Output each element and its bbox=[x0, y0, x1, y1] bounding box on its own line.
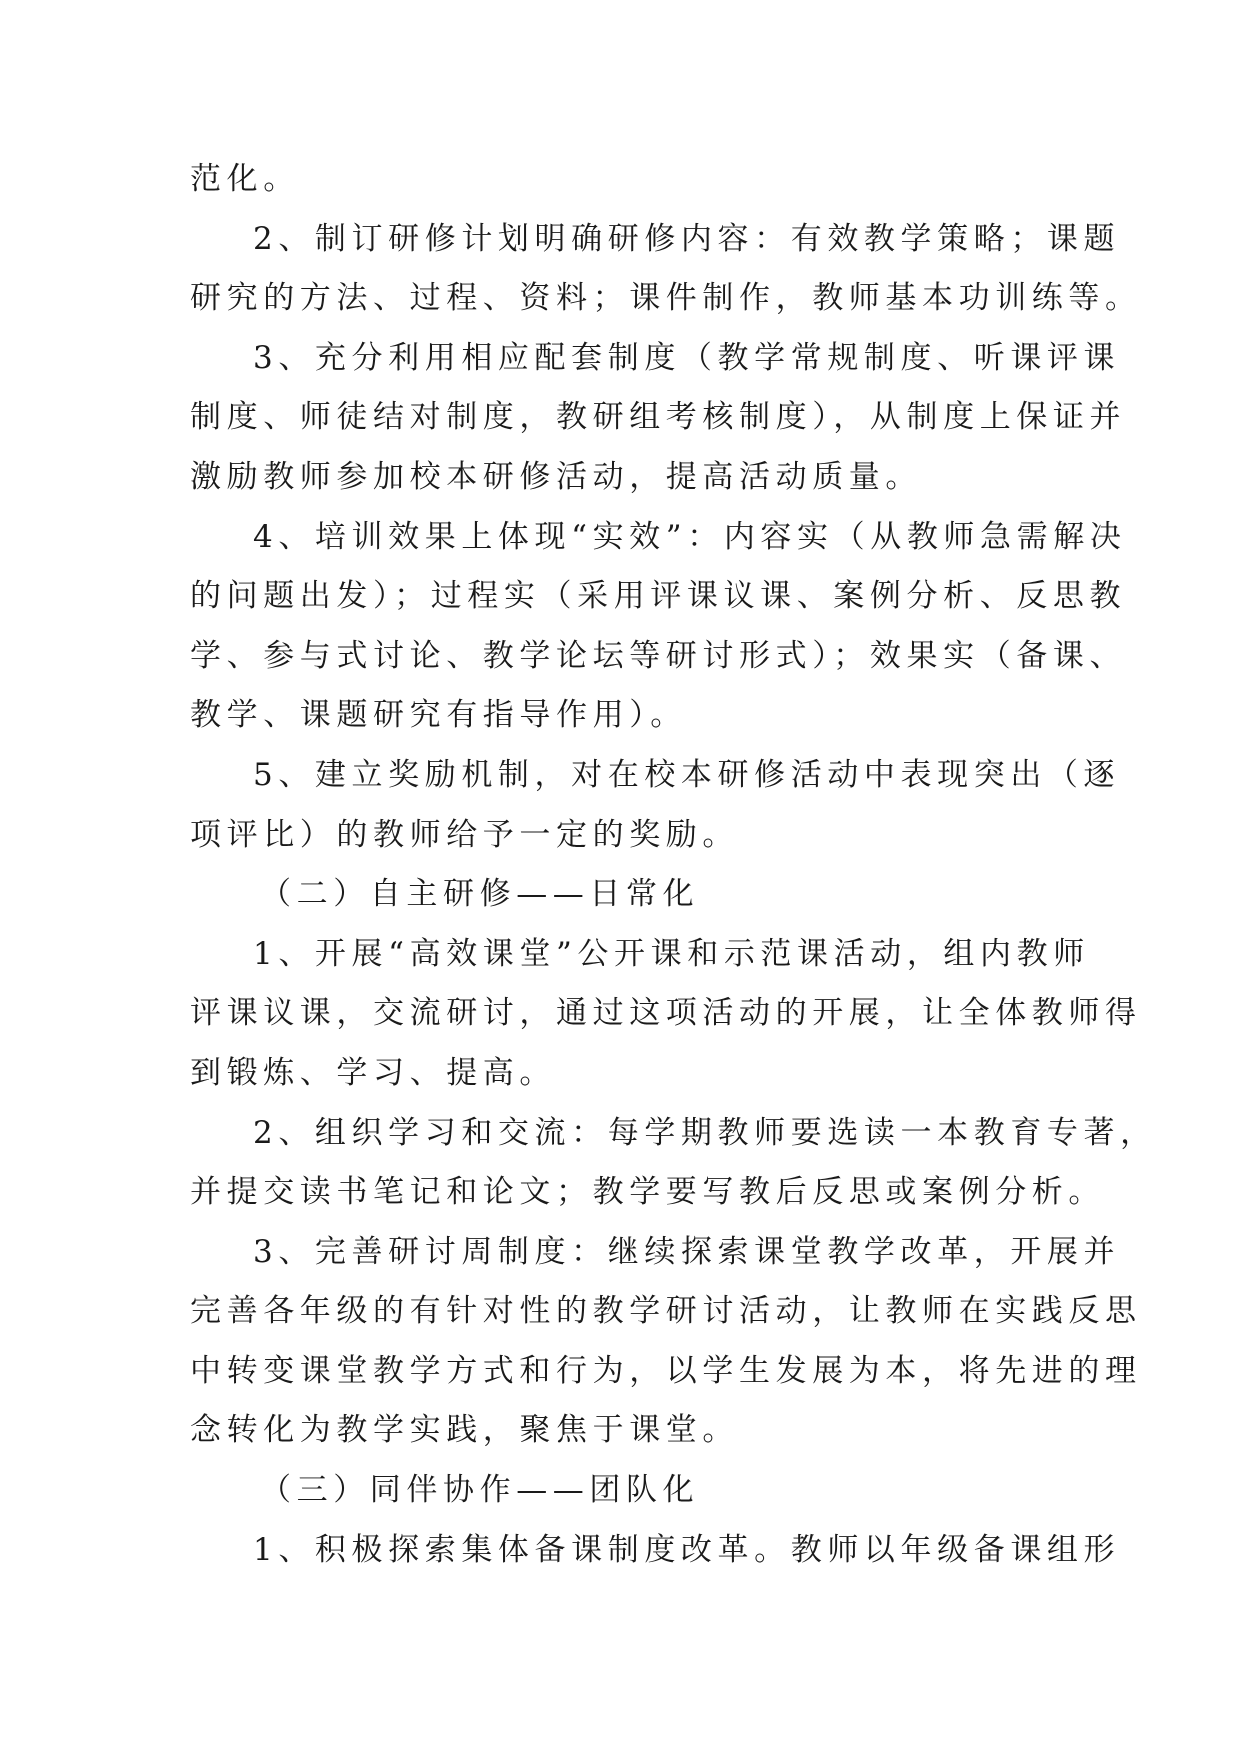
text-line: 完善各年级的有针对性的教学研讨活动，让教师在实践反思 bbox=[190, 1293, 1142, 1330]
section-heading: （二）自主研修——日常化 bbox=[260, 876, 700, 913]
section-heading: （三）同伴协作——团队化 bbox=[260, 1472, 700, 1509]
text-line: 1、积极探索集体备课制度改革。教师以年级备课组形 bbox=[253, 1531, 1121, 1568]
text-line: 制度、师徒结对制度，教研组考核制度），从制度上保证并 bbox=[190, 399, 1127, 436]
text-line: 5、建立奖励机制，对在校本研修活动中表现突出（逐 bbox=[253, 756, 1121, 793]
text-line: 3、完善研讨周制度：继续探索课堂教学改革，开展并 bbox=[253, 1233, 1121, 1270]
text-line: 4、培训效果上体现“实效”：内容实（从教师急需解决 bbox=[253, 518, 1127, 555]
text-line: 教学、课题研究有指导作用）。 bbox=[190, 697, 687, 734]
body-text bbox=[190, 150, 1157, 1580]
text-line: 的问题出发）；过程实（采用评课议课、案例分析、反思教 bbox=[190, 578, 1127, 615]
text-line: 1、开展“高效课堂”公开课和示范课活动，组内教师 bbox=[253, 935, 1090, 972]
text-line: 中转变课堂教学方式和行为，以学生发展为本，将先进的理 bbox=[190, 1352, 1142, 1389]
text-line: 激励教师参加校本研修活动，提高活动质量。 bbox=[190, 458, 922, 495]
text-line: 2、组织学习和交流：每学期教师要选读一本教育专著， bbox=[253, 1114, 1157, 1151]
text-line: 评课议课，交流研讨，通过这项活动的开展，让全体教师得 bbox=[190, 995, 1142, 1032]
text-line: 3、充分利用相应配套制度（教学常规制度、听课评课 bbox=[253, 339, 1121, 376]
text-line: 研究的方法、过程、资料；课件制作，教师基本功训练等。 bbox=[190, 280, 1142, 317]
text-line: 念转化为教学实践，聚焦于课堂。 bbox=[190, 1412, 739, 1449]
text-line: 到锻炼、学习、提高。 bbox=[190, 1054, 556, 1091]
text-line: 范化。 bbox=[190, 161, 300, 197]
text-line: 项评比）的教师给予一定的奖励。 bbox=[190, 816, 739, 853]
text-line: 并提交读书笔记和论文；教学要写教后反思或案例分析。 bbox=[190, 1174, 1105, 1211]
text-line: 学、参与式讨论、教学论坛等研讨形式）；效果实（备课、 bbox=[190, 637, 1127, 674]
text-line: 2、制订研修计划明确研修内容：有效教学策略；课题 bbox=[253, 220, 1121, 257]
